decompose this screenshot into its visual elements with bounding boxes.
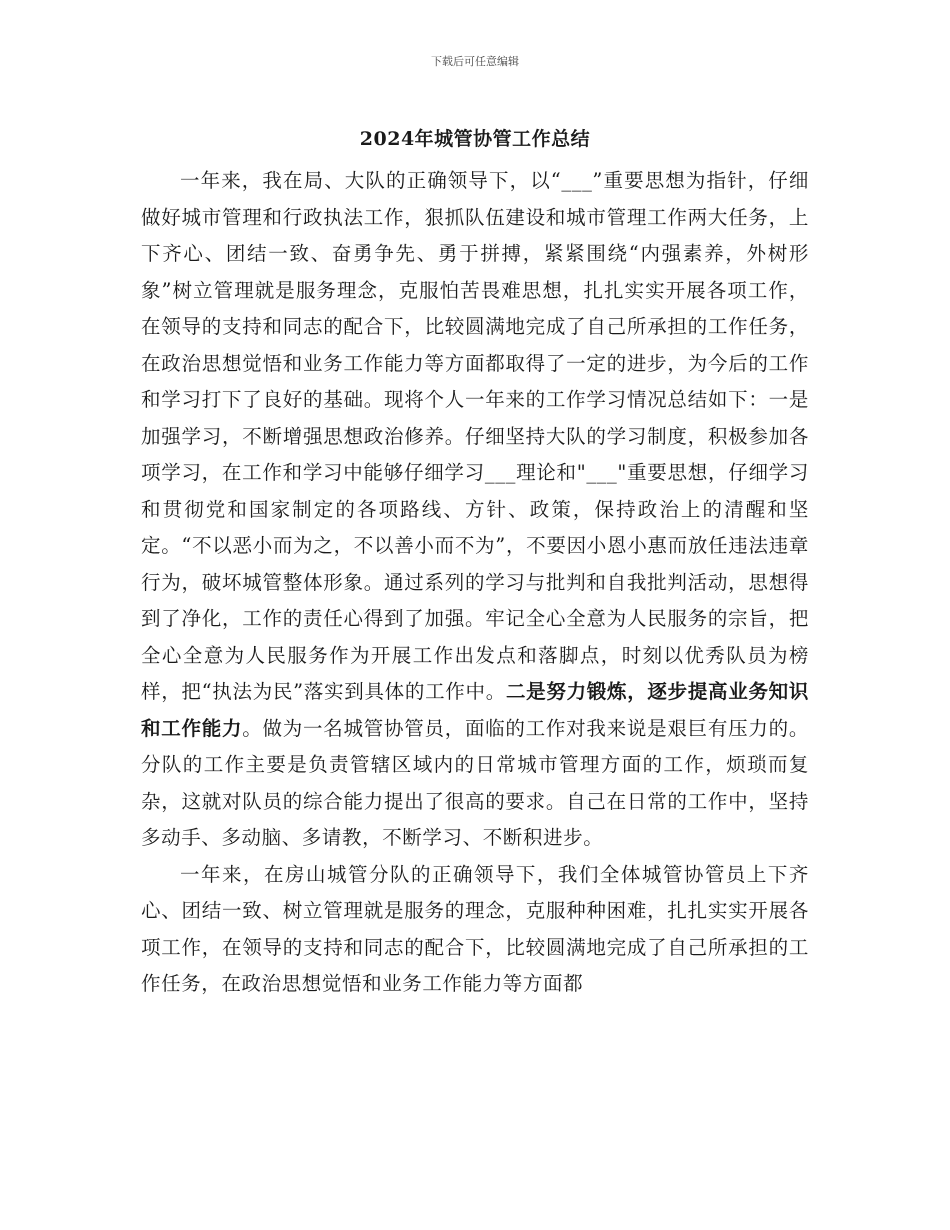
paragraph-2: 一年来，在房山城管分队的正确领导下，我们全体城管协管员上下齐心、团结一致、树立管理就是服务的理念，克服种种困难，扎扎实实开展各项工作，在领导的支持和同志的配合下，比较圆满地完成了自己所承担的工作任务，在政治思想觉悟和业务工作能力等方面都 <box>141 862 809 995</box>
document-body <box>141 163 809 1003</box>
page-header-note: 下载后可任意编辑 <box>431 55 519 68</box>
paragraph-1 <box>141 163 809 857</box>
paragraph-1-text-b: 。做为一名城管协管员，面临的工作对我来说是艰巨有压力的。分队的工作主要是负责管辖区域内的日常城市管理方面的工作，烦琐而复杂，这就对队员的综合能力提出了很高的要求。自己在日常的工作中，坚持多动手、多动脑、多请教，不断学习、不断积进步。 <box>141 716 809 849</box>
paragraph-1-bold-heading: 二是努力锻炼，逐步提高业务知识和工作能力 <box>141 680 809 740</box>
paragraph-1-text-a: 一年来，我在局、大队的正确领导下，以“___”重要思想为指针，仔细做好城市管理和行政执法工作，狠抓队伍建设和城市管理工作两大任务，上下齐心、团结一致、奋勇争先、勇于拼搏，紧紧围绕“内强素养，外树形象”树立管理就是服务理念，克服怕苦畏难思想，扎扎实实开展各项工作，在领导的支持和同志的配合下，比较圆满地完成了自己所承担的工作任务，在政治思想觉悟和业务工作能力等方面都取得了一定的进步，为今后的工作和学习打下了良好的基础。现将个人一年来的工作学习情况总结如下：一是加强学习，不断增强思想政治修养。仔细坚持大队的学习制度，积极参加各项学习，在工作和学习中能够仔细学习___理论和"___"重要思想，仔细学习和贯彻党和国家制定的各项路线、方针、政策，保持政治上的清醒和坚定。“不以恶小而为之，不以善小而不为”，不要因小恩小惠而放任违法违章行为，破坏城管整体形象。通过系列的学习与批判和自我批判活动，思想得到了净化，工作的责任心得到了加强。牢记全心全意为人民服务的宗旨，把全心全意为人民服务作为开展工作出发点和落脚点，时刻以优秀队员为榜样，把“执法为民”落实到具体的工作中。 <box>141 169 809 703</box>
document-title: 2024年城管协管工作总结 <box>359 128 591 150</box>
